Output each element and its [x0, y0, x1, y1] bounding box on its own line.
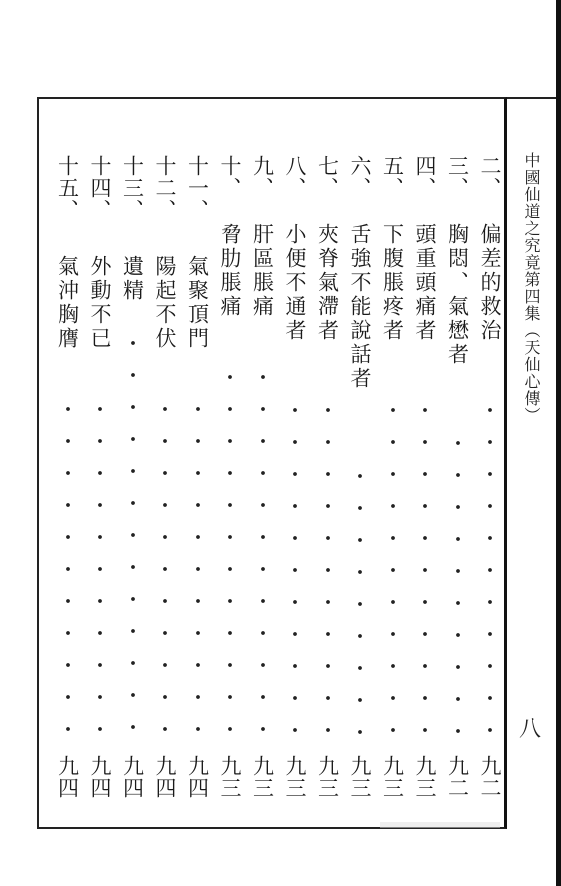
- toc-entry: [53, 155, 83, 800]
- toc-entry-page: 九四: [55, 755, 80, 799]
- toc-entry-number: 六、: [348, 155, 372, 199]
- toc-entry-number: 十三、: [120, 155, 145, 221]
- toc-entry-page: 九三: [413, 755, 437, 799]
- toc-entry-page: 九三: [348, 755, 372, 799]
- toc-entry-number: 十一、: [185, 155, 210, 221]
- toc-entry-title: 遺精: [120, 255, 145, 303]
- page-number: 八: [518, 717, 541, 742]
- dot-leader: [260, 361, 266, 750]
- toc-entry: [475, 155, 505, 800]
- toc-entry-page: 九三: [218, 755, 242, 799]
- toc-entry-number: 四、: [413, 155, 437, 199]
- toc-entry-page: 九二: [445, 755, 470, 799]
- toc-entry-number: 十二、: [153, 155, 177, 221]
- scan-artifact: [380, 822, 500, 828]
- toc-entry: [410, 155, 440, 800]
- toc-entry: [378, 155, 408, 800]
- toc-entry-number: 八、: [283, 155, 307, 199]
- dot-leader: [97, 393, 103, 750]
- running-header-title: 中國仙道之究竟第四集（天仙心傳）: [522, 152, 541, 424]
- toc-entry: [183, 155, 213, 800]
- toc-entry-title: 舌強不能說話者: [348, 223, 372, 391]
- toc-entry-page: 九三: [380, 755, 405, 799]
- dot-leader: [390, 394, 396, 750]
- toc-entry: [345, 155, 375, 800]
- toc-entry-page: 九四: [88, 755, 112, 799]
- dot-leader: [325, 394, 331, 750]
- dot-leader: [227, 361, 233, 750]
- toc-entry: [150, 155, 180, 800]
- toc-entry-title: 小便不通者: [283, 223, 307, 343]
- toc-entry: [313, 155, 343, 800]
- dot-leader: [130, 327, 136, 750]
- toc-entry-title: 氣沖胸膺: [55, 255, 80, 351]
- toc-entry-title: 外動不已: [88, 255, 112, 351]
- toc-entry: [215, 155, 245, 800]
- toc-entry-title: 夾脊氣滯者: [315, 223, 340, 343]
- toc-entry-page: 九四: [153, 755, 177, 799]
- dot-leader: [487, 394, 493, 750]
- dot-leader: [455, 427, 461, 750]
- toc-entry-page: 九四: [120, 755, 145, 799]
- dot-leader: [422, 394, 428, 750]
- toc-entry: [85, 155, 115, 800]
- toc-entry-title: 肝區脹痛: [250, 223, 275, 319]
- toc-entry-title: 下腹脹疼者: [380, 223, 405, 343]
- dot-leader: [357, 460, 363, 750]
- page-edge-shadow: [556, 0, 561, 886]
- toc-entry-number: 二、: [478, 155, 502, 199]
- toc-entry-title: 偏差的救治: [478, 223, 502, 343]
- toc-entry: [118, 155, 148, 800]
- toc-entry-title: 胸悶、氣懋者: [445, 223, 470, 367]
- toc-entry: [443, 155, 473, 800]
- toc-entry-number: 九、: [250, 155, 275, 199]
- toc-entry-number: 十五、: [55, 155, 80, 221]
- toc-entry-title: 脅肋脹痛: [218, 223, 242, 319]
- toc-entry-number: 七、: [315, 155, 340, 199]
- dot-leader: [65, 393, 71, 750]
- toc-entry-page: 九四: [185, 755, 210, 799]
- toc-entry-page: 九二: [478, 755, 502, 799]
- dot-leader: [195, 393, 201, 750]
- toc-entry-page: 九三: [250, 755, 275, 799]
- toc-entry-title: 頭重頭痛者: [413, 223, 437, 343]
- toc-entry-title: 氣聚頂門: [185, 255, 210, 351]
- toc-entry: [248, 155, 278, 800]
- header-rule: [507, 97, 561, 99]
- dot-leader: [162, 393, 168, 750]
- toc-entry-number: 五、: [380, 155, 405, 199]
- toc-entry-page: 九三: [283, 755, 307, 799]
- toc-entry-number: 十四、: [88, 155, 112, 221]
- toc-entry-page: 九三: [315, 755, 340, 799]
- toc-entry: [280, 155, 310, 800]
- toc-entry-number: 三、: [445, 155, 470, 199]
- toc-entry-number: 十、: [218, 155, 242, 199]
- toc-entry-title: 陽起不伏: [153, 255, 177, 351]
- dot-leader: [292, 394, 298, 750]
